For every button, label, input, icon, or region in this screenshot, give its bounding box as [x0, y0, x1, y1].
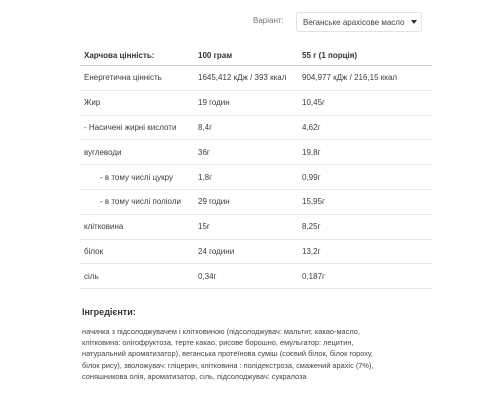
nutrient-per-100g: 29 годин — [194, 189, 298, 214]
table-row — [80, 140, 432, 165]
nutrient-per-100g: 24 години — [194, 239, 298, 264]
ingredients-line: соняшникова олія, ароматизатор, сіль, підсолоджувач: сукралоза — [82, 371, 307, 381]
nutrient-name: клітковина — [80, 214, 194, 239]
nutrient-per-100g: 1645,412 кДж / 393 ккал — [198, 73, 287, 83]
variant-label: Варіант: — [253, 16, 284, 25]
table-row — [80, 165, 432, 190]
nutrient-per-portion: 13,2г — [298, 239, 432, 264]
table-row — [80, 90, 432, 115]
nutrient-per-100g: 1,8г — [194, 165, 298, 190]
caret-down-icon — [411, 20, 417, 24]
ingredients-heading: Інгредієнти: — [82, 307, 136, 317]
nutrient-name: білок — [80, 239, 194, 264]
column-header-per-100g: 100 грам — [194, 46, 298, 66]
table-row — [80, 115, 432, 140]
ingredients-line: натуральний ароматизатор), веганська протеїнова суміш (соєвий білок, білок гороху, — [82, 349, 373, 359]
variant-selector-row — [0, 12, 500, 34]
table-row — [80, 66, 432, 91]
table-row — [80, 214, 432, 239]
nutrient-per-100g: 19 годин — [194, 90, 298, 115]
nutrient-per-portion: 19,8г — [298, 140, 432, 165]
nutrient-per-portion: 0,99г — [298, 165, 432, 190]
ingredients-line: клітковина: олігофруктоза, терте какао, рисове борошно, емульгатор: лецитин, — [82, 338, 354, 348]
nutrient-per-portion: 10,45г — [298, 90, 432, 115]
ingredients-text — [82, 326, 422, 382]
nutrient-per-portion: 8,25г — [298, 214, 432, 239]
nutrient-per-portion: 4,62г — [298, 115, 432, 140]
ingredients-line: начинка з підсолоджувачем і клітковиною (підсолоджувач: мальтит, какао-масло, — [82, 327, 360, 336]
nutrient-name: вуглеводи — [80, 140, 194, 165]
nutrient-name: сіль — [80, 264, 194, 289]
nutrient-per-100g: 8,4г — [194, 115, 298, 140]
nutrient-per-portion: 904,977 кДж / 216,15 ккал — [302, 73, 398, 83]
column-header-nutrient: Харчова цінність: — [80, 46, 194, 66]
table-row — [80, 264, 432, 289]
nutrient-per-100g: 15г — [194, 214, 298, 239]
table-row — [80, 239, 432, 264]
table-row — [80, 189, 432, 214]
column-header-per-portion: 55 г (1 порція) — [298, 46, 432, 66]
nutrient-name: Жир — [80, 90, 194, 115]
nutrient-per-portion: 0,187г — [298, 264, 432, 289]
nutrition-header-row — [80, 46, 432, 66]
nutrient-per-100g: 0,34г — [194, 264, 298, 289]
nutrient-name: Енергетична цінність — [84, 73, 162, 83]
variant-selected-value: Веганське арахісове масло — [303, 18, 405, 27]
nutrition-table — [80, 46, 432, 289]
variant-dropdown[interactable] — [296, 12, 422, 32]
nutrient-name: - Насичені жирні кислоти — [80, 115, 194, 140]
ingredients-line: білок рису), зволожувач: гліцерин, клітковина : полідекстроза, смажений арахіс (7%), — [82, 360, 374, 370]
nutrient-per-100g: 36г — [194, 140, 298, 165]
nutrient-name: - в тому числі поліоли — [80, 189, 194, 214]
nutrient-per-portion: 15,95г — [298, 189, 432, 214]
nutrient-name: - в тому числі цукру — [80, 165, 194, 190]
